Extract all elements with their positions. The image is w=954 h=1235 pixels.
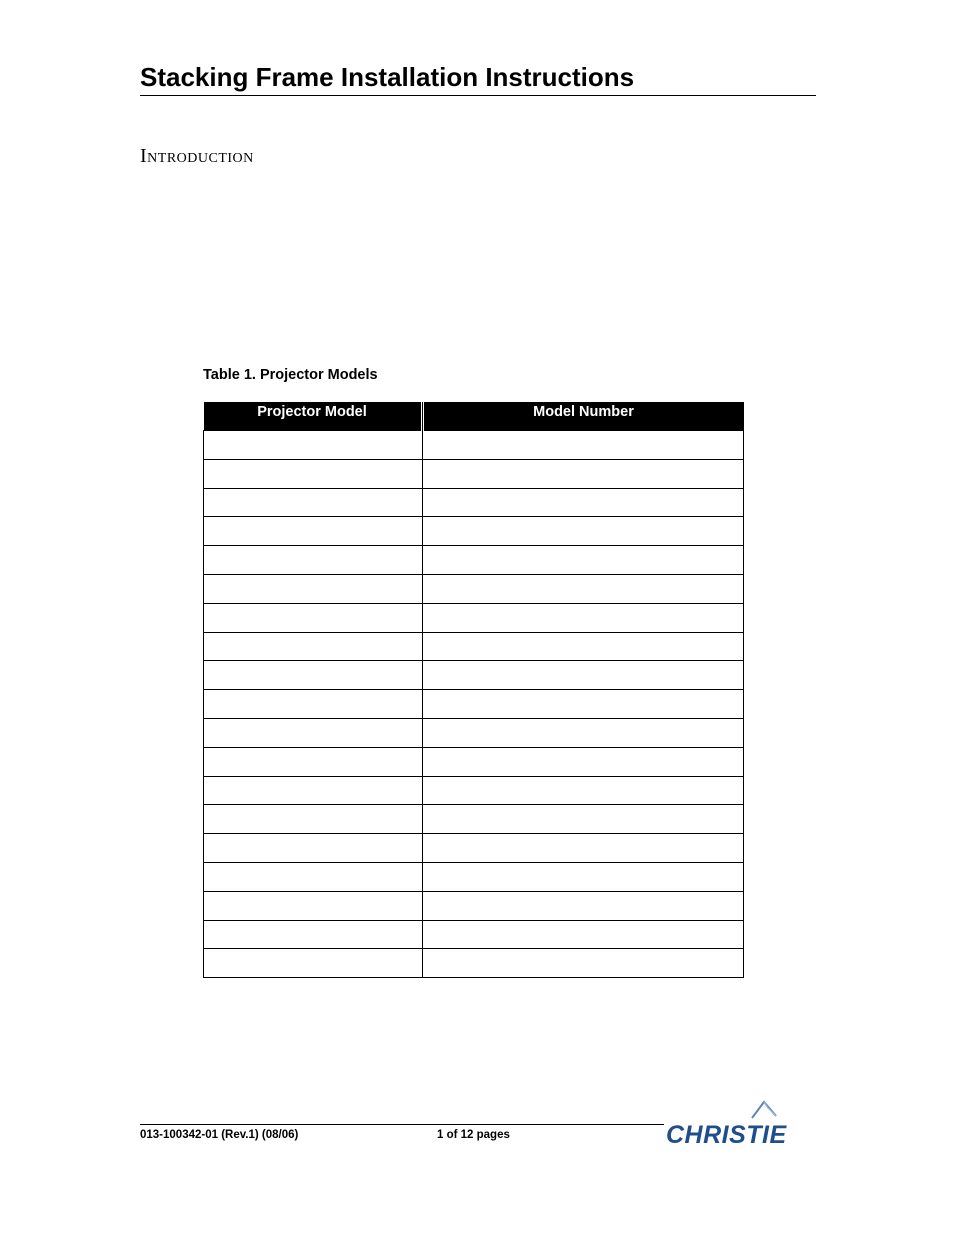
cell-projector-model bbox=[204, 862, 423, 891]
cell-projector-model bbox=[204, 718, 423, 747]
header-model-number: Model Number bbox=[422, 402, 744, 431]
cell-model-number bbox=[422, 920, 744, 949]
table-row bbox=[204, 805, 744, 834]
cell-model-number bbox=[422, 488, 744, 517]
cell-projector-model bbox=[204, 661, 423, 690]
table-row bbox=[204, 488, 744, 517]
table-row bbox=[204, 862, 744, 891]
table-row bbox=[204, 690, 744, 719]
cell-model-number bbox=[422, 603, 744, 632]
table-row bbox=[204, 949, 744, 978]
cell-projector-model bbox=[204, 603, 423, 632]
header-projector-model: Projector Model bbox=[204, 402, 423, 431]
cell-model-number bbox=[422, 949, 744, 978]
cell-projector-model bbox=[204, 805, 423, 834]
cell-model-number bbox=[422, 574, 744, 603]
cell-model-number bbox=[422, 718, 744, 747]
table-row bbox=[204, 891, 744, 920]
christie-logo bbox=[664, 1098, 818, 1148]
section-heading-introduction: Introduction bbox=[140, 145, 254, 167]
cell-projector-model bbox=[204, 920, 423, 949]
footer-page-info: 1 of 12 pages bbox=[437, 1129, 510, 1141]
footer-divider bbox=[140, 1124, 664, 1125]
table-row bbox=[204, 546, 744, 575]
cell-model-number bbox=[422, 431, 744, 460]
table-row bbox=[204, 718, 744, 747]
projector-models-table bbox=[203, 402, 744, 978]
cell-projector-model bbox=[204, 834, 423, 863]
cell-projector-model bbox=[204, 632, 423, 661]
table-row bbox=[204, 834, 744, 863]
cell-projector-model bbox=[204, 747, 423, 776]
table-body bbox=[204, 431, 744, 978]
table-header-row bbox=[204, 402, 744, 431]
cell-projector-model bbox=[204, 431, 423, 460]
table-row bbox=[204, 603, 744, 632]
cell-projector-model bbox=[204, 574, 423, 603]
svg-text:CHRISTIE: CHRISTIE bbox=[666, 1121, 787, 1148]
cell-projector-model bbox=[204, 891, 423, 920]
cell-model-number bbox=[422, 459, 744, 488]
cell-model-number bbox=[422, 632, 744, 661]
cell-projector-model bbox=[204, 949, 423, 978]
table-row bbox=[204, 517, 744, 546]
table-row bbox=[204, 431, 744, 460]
cell-model-number bbox=[422, 805, 744, 834]
table-caption: Table 1. Projector Models bbox=[203, 367, 378, 383]
table-row bbox=[204, 574, 744, 603]
cell-projector-model bbox=[204, 459, 423, 488]
cell-model-number bbox=[422, 690, 744, 719]
cell-model-number bbox=[422, 661, 744, 690]
cell-projector-model bbox=[204, 517, 423, 546]
table-row bbox=[204, 632, 744, 661]
cell-projector-model bbox=[204, 488, 423, 517]
table-row bbox=[204, 776, 744, 805]
page-title: Stacking Frame Installation Instructions bbox=[140, 60, 816, 96]
cell-model-number bbox=[422, 891, 744, 920]
table-row bbox=[204, 920, 744, 949]
cell-model-number bbox=[422, 546, 744, 575]
footer-document-number: 013-100342-01 (Rev.1) (08/06) bbox=[140, 1129, 299, 1141]
cell-model-number bbox=[422, 862, 744, 891]
cell-projector-model bbox=[204, 546, 423, 575]
logo-swoosh-icon bbox=[752, 1102, 776, 1118]
cell-projector-model bbox=[204, 690, 423, 719]
cell-model-number bbox=[422, 776, 744, 805]
cell-model-number bbox=[422, 834, 744, 863]
cell-model-number bbox=[422, 517, 744, 546]
table-row bbox=[204, 747, 744, 776]
table-row bbox=[204, 459, 744, 488]
table-row bbox=[204, 661, 744, 690]
cell-projector-model bbox=[204, 776, 423, 805]
cell-model-number bbox=[422, 747, 744, 776]
